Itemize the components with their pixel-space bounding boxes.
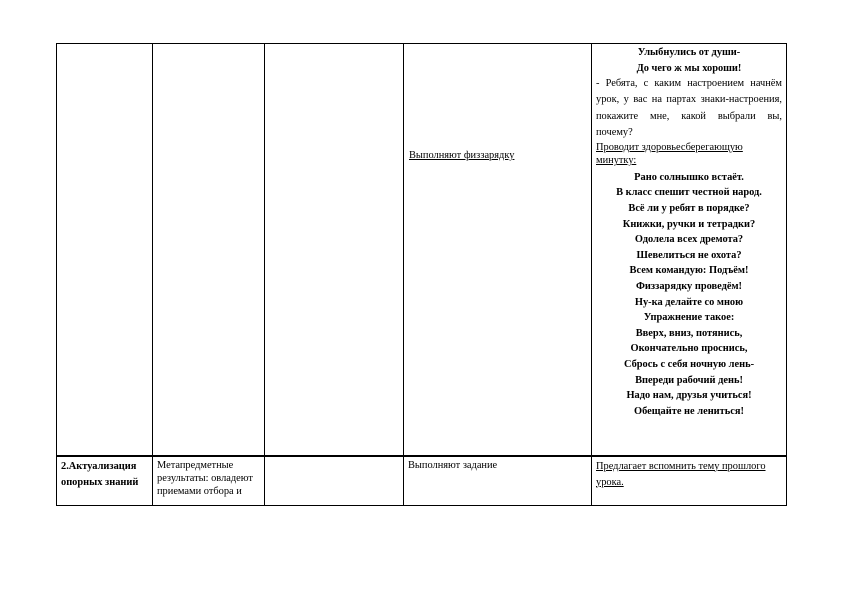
poem-line: Ну-ка делайте со мною <box>634 296 744 308</box>
poem-line: Упражнение такое: <box>643 312 735 324</box>
table-row <box>57 456 787 506</box>
poem <box>596 168 782 420</box>
poem-line: Сбрось с себя ночную лень- <box>623 358 755 370</box>
poem-line: Одолела всех дремота? <box>634 234 744 246</box>
poem-line: Шевелиться не охота? <box>636 249 742 261</box>
poem-line: Обещайте не лениться! <box>634 405 744 417</box>
poem-line: Книжки, ручки и тетрадки? <box>622 218 756 230</box>
results-text: Метапредметные результаты: овладеют приемами отбора и <box>157 459 253 498</box>
poem-line: Впереди рабочий день! <box>635 374 743 386</box>
teacher-activity-cell <box>592 456 787 506</box>
poem-line: Всем командую: Подъём! <box>629 265 749 277</box>
student-activity-cell <box>404 44 592 456</box>
teacher-activity-cell <box>592 44 787 456</box>
poem-line: Всё ли у ребят в порядке? <box>628 203 750 214</box>
student-activity-text: Выполняют физзарядку <box>409 150 515 161</box>
stage-title: 2.Актуализация опорных знаний <box>61 460 139 488</box>
table-row <box>57 44 787 456</box>
teacher-action: Проводит здоровьесберегающую минутку: <box>596 142 743 167</box>
results-cell <box>153 456 265 506</box>
teacher-activity-text: Предлагает вспомнить тему прошлого урока. <box>596 460 766 488</box>
forms-cell <box>265 456 404 506</box>
poem-line: Рано солнышко встаёт. <box>634 171 744 183</box>
student-activity-text: Выполняют задание <box>408 459 498 471</box>
lesson-plan-table <box>56 43 787 506</box>
teacher-intro-line: Улыбнулись от души- <box>637 47 741 58</box>
stage-cell <box>57 456 153 506</box>
forms-cell <box>265 44 404 456</box>
poem-line: Надо нам, друзья учиться! <box>626 390 752 402</box>
teacher-intro-line: До чего ж мы хороши! <box>636 62 742 74</box>
poem-line: Окончательно проснись, <box>630 343 748 355</box>
results-cell <box>153 44 265 456</box>
teacher-question: - Ребята, с каким настроением начнём урок, у вас на партах знаки-настроения, покажите мне, какой выбрали вы, почему? <box>596 78 782 138</box>
student-activity-cell <box>404 456 592 506</box>
poem-line: Вверх, вниз, потянись, <box>635 327 743 339</box>
poem-line: В класс спешит честной народ. <box>616 187 762 199</box>
stage-cell <box>57 44 153 456</box>
poem-line: Физзарядку проведём! <box>635 280 743 292</box>
